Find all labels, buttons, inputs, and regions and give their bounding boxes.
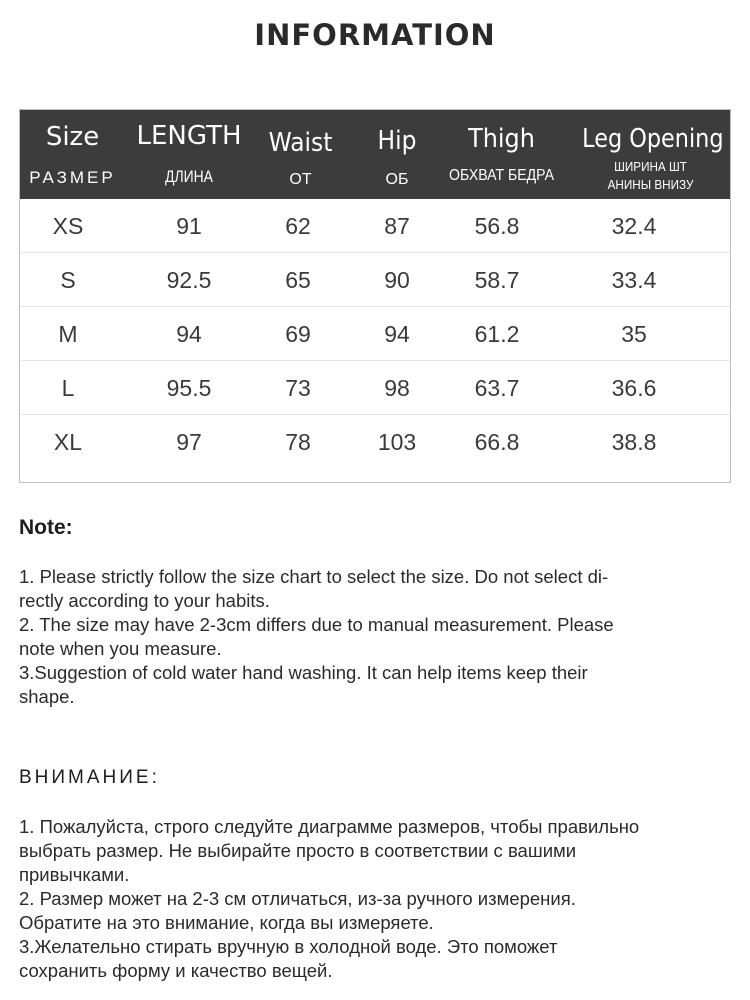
- note-line: 1. Please strictly follow the size chart to select the size. Do not select di-: [19, 566, 609, 587]
- note-line: shape.: [19, 686, 75, 707]
- header-leg-opening-sublabel-2: АНИНЫ ВНИЗУ: [607, 177, 694, 192]
- cell-size: L: [61, 375, 75, 401]
- cell-length: 94: [176, 321, 202, 347]
- cell-size: S: [60, 267, 76, 293]
- cell-size: XL: [53, 429, 83, 455]
- cell-thigh: 58.7: [474, 267, 520, 293]
- cell-size: M: [58, 321, 78, 347]
- cell-thigh: 66.8: [474, 429, 520, 455]
- note-line: 3.Suggestion of cold water hand washing. It can help items keep their: [19, 662, 588, 683]
- header-leg-opening-label: Leg Opening: [582, 124, 724, 154]
- header-waist-sublabel: ОТ: [289, 171, 312, 188]
- table-row: [20, 361, 730, 415]
- cell-leg-opening: 32.4: [611, 213, 657, 239]
- size-chart-table: [19, 109, 731, 483]
- table-row: [20, 415, 730, 469]
- cell-waist: 65: [285, 267, 311, 293]
- header-hip: [348, 110, 446, 199]
- russian-note-line: привычками.: [19, 864, 130, 885]
- cell-hip: 98: [384, 375, 410, 401]
- table-row: [20, 253, 730, 307]
- header-leg-opening-sublabel-1: ШИРИНА ШТ: [614, 159, 687, 174]
- cell-size: XS: [52, 213, 84, 239]
- cell-length: 97: [176, 429, 202, 455]
- russian-note-line: 3.Желательно стирать вручную в холодной воде. Это поможет: [19, 936, 558, 957]
- cell-hip: 87: [384, 213, 410, 239]
- russian-note-line: 1. Пожалуйста, строго следуйте диаграмме размеров, чтобы правильно: [19, 816, 640, 837]
- note-text: [19, 565, 719, 709]
- cell-thigh: 56.8: [474, 213, 520, 239]
- cell-waist: 78: [285, 429, 311, 455]
- header-hip-sublabel: ОБ: [385, 171, 409, 188]
- table-row: [20, 199, 730, 253]
- russian-note-line: 2. Размер может на 2-3 см отличаться, из-за ручного измерения.: [19, 888, 576, 909]
- note-heading: Note:: [19, 516, 73, 539]
- header-size-sublabel: РАЗМЕР: [29, 168, 116, 187]
- header-length: [125, 110, 253, 199]
- cell-leg-opening: 33.4: [611, 267, 657, 293]
- cell-hip: 94: [384, 321, 410, 347]
- cell-hip: 90: [384, 267, 410, 293]
- cell-length: 91: [176, 213, 202, 239]
- header-thigh-sublabel: ОБХВАТ БЕДРА: [448, 167, 554, 184]
- table-header: [20, 110, 730, 199]
- note-line: 2. The size may have 2-3cm differs due to manual measurement. Please: [19, 614, 614, 635]
- note-line: rectly according to your habits.: [19, 590, 270, 611]
- note-line: note when you measure.: [19, 638, 222, 659]
- cell-length: 92.5: [166, 267, 212, 293]
- header-thigh-label: Thigh: [468, 124, 535, 154]
- header-waist: [253, 110, 348, 199]
- cell-waist: 69: [285, 321, 311, 347]
- page-title: INFORMATION: [254, 18, 496, 52]
- cell-waist: 62: [285, 213, 311, 239]
- cell-leg-opening: 35: [621, 321, 647, 347]
- cell-thigh: 63.7: [474, 375, 520, 401]
- cell-hip: 103: [377, 429, 417, 455]
- russian-note-line: сохранить форму и качество вещей.: [19, 960, 333, 981]
- header-thigh: [436, 110, 567, 199]
- cell-leg-opening: 36.6: [611, 375, 657, 401]
- table-row: [20, 307, 730, 361]
- cell-leg-opening: 38.8: [611, 429, 657, 455]
- header-waist-label: Waist: [268, 128, 333, 158]
- russian-note-line: Обратите на это внимание, когда вы измеряете.: [19, 912, 434, 933]
- header-size-label: Size: [45, 122, 100, 152]
- header-length-label: LENGTH: [136, 121, 242, 151]
- russian-note-text: [19, 815, 719, 983]
- table-body: [20, 199, 730, 482]
- header-leg-opening: [571, 110, 730, 199]
- russian-note-heading: ВНИМАНИЕ:: [19, 767, 160, 788]
- cell-waist: 73: [285, 375, 311, 401]
- cell-thigh: 61.2: [474, 321, 520, 347]
- header-hip-label: Hip: [377, 126, 417, 156]
- russian-note-line: выбрать размер. Не выбирайте просто в соответствии с вашими: [19, 840, 577, 861]
- cell-length: 95.5: [166, 375, 212, 401]
- header-length-sublabel: ДЛИНА: [165, 167, 213, 186]
- header-size: [20, 110, 125, 199]
